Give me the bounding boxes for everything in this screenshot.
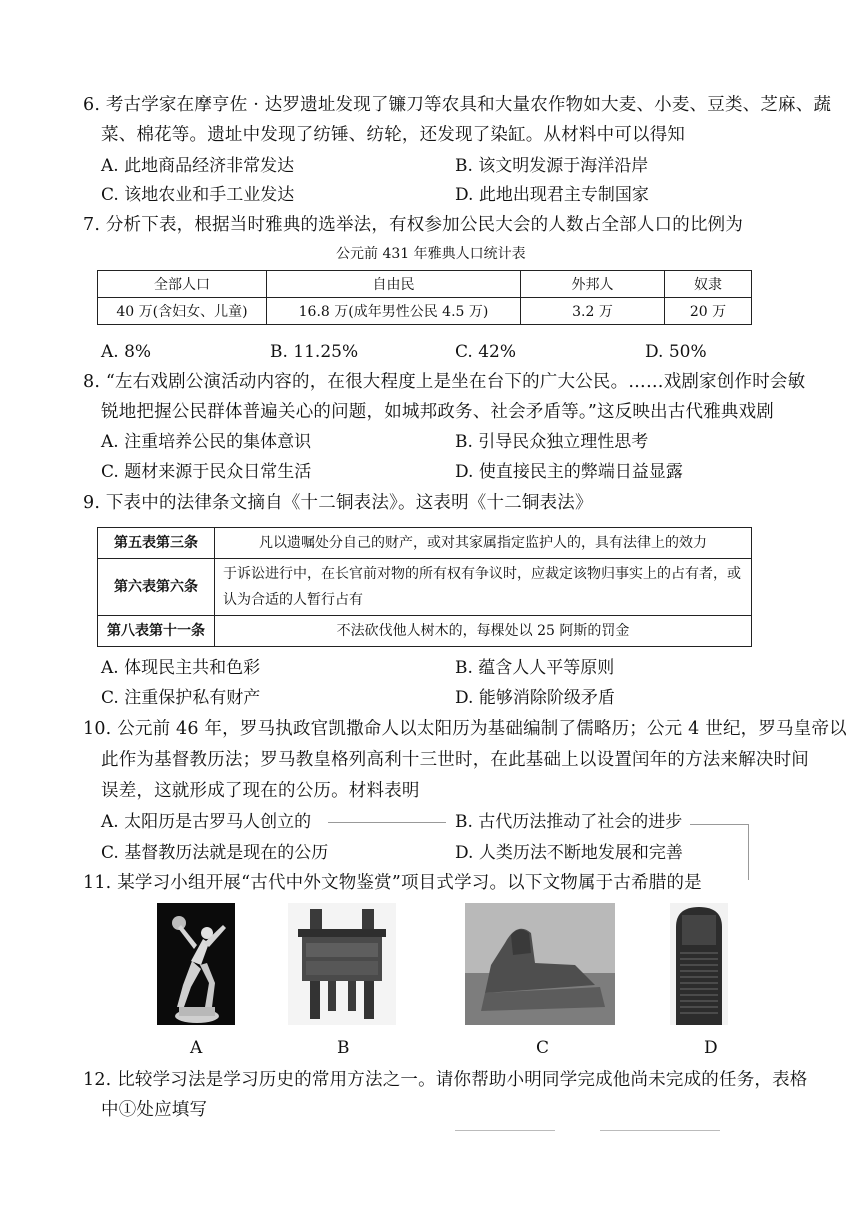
table-header-cell: 全部人口 xyxy=(98,271,267,298)
q8-stem-line1: 8. “左右戏剧公演活动内容的，在很大程度上是坐在台下的广大公民。……戏剧家创作时会敏 xyxy=(83,372,806,392)
q10-stem-line3: 误差，这就形成了现在的公历。材料表明 xyxy=(101,781,420,801)
q8-option-d: D. 使直接民主的弊端日益显露 xyxy=(455,462,683,482)
q8-option-c: C. 题材来源于民众日常生活 xyxy=(101,462,312,482)
picture-label-c: C xyxy=(536,1038,550,1058)
q9-option-d: D. 能够消除阶级矛盾 xyxy=(455,688,615,708)
scan-artifact-line xyxy=(600,1130,720,1131)
twelve-tables-table xyxy=(97,527,752,647)
table-cell: 16.8 万(成年男性公民 4.5 万) xyxy=(267,298,521,325)
picture-label-a: A xyxy=(190,1038,203,1058)
scan-artifact-line xyxy=(455,1130,555,1131)
great-sphinx-icon xyxy=(465,903,615,1025)
picture-label-b: B xyxy=(337,1038,350,1058)
scan-artifact-line xyxy=(690,824,748,825)
q7-option-b: B. 11.25% xyxy=(270,342,359,362)
table-header-row xyxy=(98,271,752,298)
q6-option-d: D. 此地出现君主专制国家 xyxy=(455,185,649,205)
table-row xyxy=(98,298,752,325)
q10-option-b: B. 古代历法推动了社会的进步 xyxy=(455,812,683,832)
q10-option-c: C. 基督教历法就是现在的公历 xyxy=(101,843,329,863)
code-of-hammurabi-stele-icon xyxy=(670,903,728,1025)
table-row xyxy=(98,616,752,647)
q9-option-a: A. 体现民主共和色彩 xyxy=(101,658,261,678)
q6-option-b: B. 该文明发源于海洋沿岸 xyxy=(455,156,649,176)
q10-option-a: A. 太阳历是古罗马人创立的 xyxy=(101,812,312,832)
article-key: 第六表第六条 xyxy=(98,559,215,616)
picture-label-d: D xyxy=(704,1038,718,1058)
bronze-ding-vessel-icon xyxy=(288,903,396,1025)
article-key: 第五表第三条 xyxy=(98,528,215,559)
q7-option-c: C. 42% xyxy=(455,342,516,362)
q9-option-c: C. 注重保护私有财产 xyxy=(101,688,261,708)
q7-table-caption: 公元前 431 年雅典人口统计表 xyxy=(336,246,526,262)
discus-thrower-statue-icon xyxy=(157,903,235,1025)
q7-stem: 7. 分析下表，根据当时雅典的选举法，有权参加公民大会的人数占全部人口的比例为 xyxy=(83,215,744,235)
article-text: 于诉讼进行中，在长官前对物的所有权有争议时，应裁定该物归事实上的占有者，或认为合适的人暂行占有 xyxy=(215,559,752,616)
table-cell: 3.2 万 xyxy=(521,298,665,325)
q8-option-b: B. 引导民众独立理性思考 xyxy=(455,432,649,452)
table-header-cell: 外邦人 xyxy=(521,271,665,298)
q12-stem-line1: 12. 比较学习法是学习历史的常用方法之一。请你帮助小明同学完成他尚未完成的任务，表格 xyxy=(83,1070,808,1090)
q7-option-d: D. 50% xyxy=(645,342,707,362)
athens-population-table xyxy=(97,270,752,325)
scan-artifact-line xyxy=(748,824,749,880)
article-text: 不法砍伐他人树木的，每棵处以 25 阿斯的罚金 xyxy=(215,616,752,647)
q9-option-b: B. 蕴含人人平等原则 xyxy=(455,658,615,678)
q6-option-a: A. 此地商品经济非常发达 xyxy=(101,156,295,176)
q6-stem-line2: 菜、棉花等。遗址中发现了纺锤、纺轮，还发现了染缸。从材料中可以得知 xyxy=(101,125,686,145)
q8-stem-line2: 锐地把握公民群体普遍关心的问题，如城邦政务、社会矛盾等。”这反映出古代雅典戏剧 xyxy=(101,402,774,422)
q8-option-a: A. 注重培养公民的集体意识 xyxy=(101,432,312,452)
q7-option-a: A. 8% xyxy=(101,342,152,362)
q12-stem-line2: 中①处应填写 xyxy=(101,1100,208,1120)
q11-stem: 11. 某学习小组开展“古代中外文物鉴赏”项目式学习。以下文物属于古希腊的是 xyxy=(83,873,702,893)
table-cell: 20 万 xyxy=(665,298,752,325)
scan-artifact-line xyxy=(328,822,446,823)
q6-option-c: C. 该地农业和手工业发达 xyxy=(101,185,295,205)
article-key: 第八表第十一条 xyxy=(98,616,215,647)
q6-stem-line1: 6. 考古学家在摩亨佐 · 达罗遗址发现了镰刀等农具和大量农作物如大麦、小麦、豆类、芝麻、蔬 xyxy=(83,95,832,115)
table-header-cell: 自由民 xyxy=(267,271,521,298)
table-cell: 40 万(含妇女、儿童) xyxy=(98,298,267,325)
q10-stem-line1: 10. 公元前 46 年，罗马执政官凯撒命人以太阳历为基础编制了儒略历；公元 4 世纪，罗马皇帝以 xyxy=(83,719,847,739)
q9-stem: 9. 下表中的法律条文摘自《十二铜表法》。这表明《十二铜表法》 xyxy=(83,493,593,513)
table-header-cell: 奴隶 xyxy=(665,271,752,298)
q10-option-d: D. 人类历法不断地发展和完善 xyxy=(455,843,683,863)
article-text: 凡以遗嘱处分自己的财产，或对其家属指定监护人的，具有法律上的效力 xyxy=(215,528,752,559)
table-row xyxy=(98,559,752,616)
q10-stem-line2: 此作为基督教历法；罗马教皇格列高利十三世时，在此基础上以设置闰年的方法来解决时间 xyxy=(101,750,809,770)
table-row xyxy=(98,528,752,559)
